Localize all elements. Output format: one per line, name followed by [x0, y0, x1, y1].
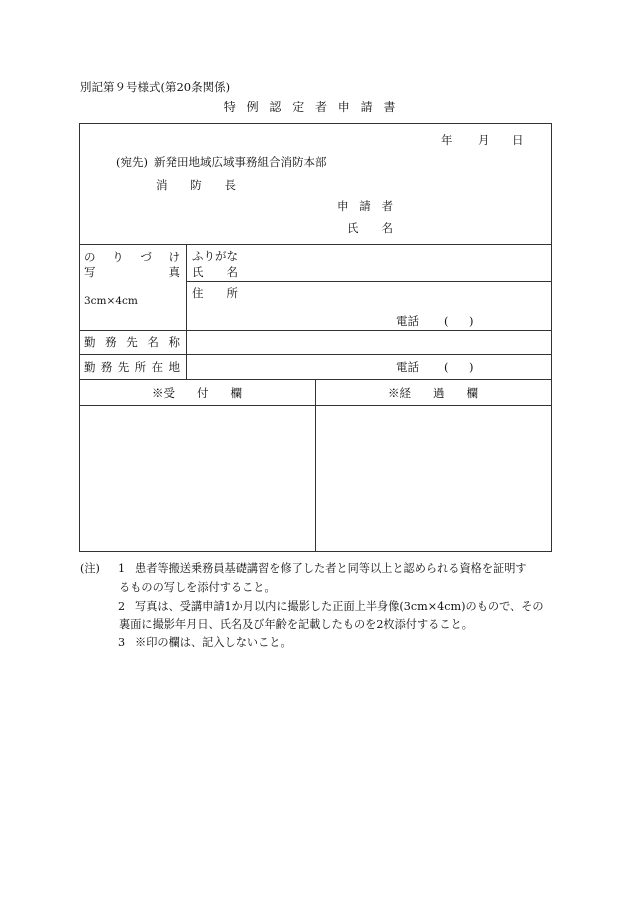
photo-label-line1: の り づ け: [84, 250, 180, 264]
document-title: 特例認定者申請書: [223, 100, 407, 114]
address-phone-label: 電話: [396, 314, 419, 328]
row-divider-applicant: [79, 244, 552, 245]
addressee-name: 新発田地域広域事務組合消防本部: [154, 155, 327, 169]
workplace-address-label: 勤 務 先 所 在 地: [84, 360, 180, 374]
workplace-phone-label: 電話: [396, 360, 419, 374]
col-divider-labels: [186, 244, 187, 379]
reception-column-header: ※受 付 欄: [152, 386, 242, 400]
photo-size: 3cm×4cm: [84, 295, 138, 307]
note-3-number: 3: [118, 636, 126, 649]
note-2-line2: 裏面に撮影年月日、氏名及び年齢を記載したものを2枚添付すること。: [119, 618, 473, 631]
form-number-label: 別記第９号様式(第20条関係): [80, 80, 231, 94]
applicant-label: 申 請 者: [337, 199, 393, 213]
date-year: 年: [441, 133, 453, 147]
workplace-phone-paren-open: (: [444, 360, 449, 374]
address-phone-paren-open: (: [444, 314, 449, 328]
note-2-number: 2: [118, 600, 126, 613]
note-3-line1: ※印の欄は、記入しないこと。: [135, 636, 292, 649]
photo-label-line2: 写 真: [84, 265, 180, 279]
note-1-line2: るものの写しを添付すること。: [119, 581, 276, 594]
notes-prefix: (注): [80, 562, 100, 575]
row-divider-name: [186, 281, 552, 282]
col-divider-reception-progress: [315, 379, 316, 552]
date-month: 月: [478, 133, 490, 147]
furigana-label: ふりがな: [192, 249, 238, 263]
note-1-line1: 患者等搬送乗務員基礎講習を修了した者と同等以上と認められる資格を証明す: [135, 562, 527, 575]
workplace-phone-paren-close: ): [469, 360, 474, 374]
address-label: 住 所: [192, 286, 238, 300]
progress-column-header: ※経 過 欄: [388, 386, 478, 400]
name-label: 氏 名: [192, 265, 238, 279]
address-phone-paren-close: ): [469, 314, 474, 328]
applicant-name-label: 氏 名: [347, 221, 393, 235]
addressee-chief: 消 防 長: [156, 178, 236, 192]
addressee-prefix: (宛先): [116, 155, 148, 169]
date-day: 日: [512, 133, 524, 147]
workplace-name-label: 勤 務 先 名 称: [84, 335, 180, 349]
row-divider-workplace: [79, 354, 552, 355]
note-2-line1: 写真は、受講申請1か月以内に撮影した正面上半身像(3cm×4cm)のもので、その: [135, 600, 544, 613]
note-1-number: 1: [118, 562, 126, 575]
row-divider-photo: [79, 330, 552, 331]
